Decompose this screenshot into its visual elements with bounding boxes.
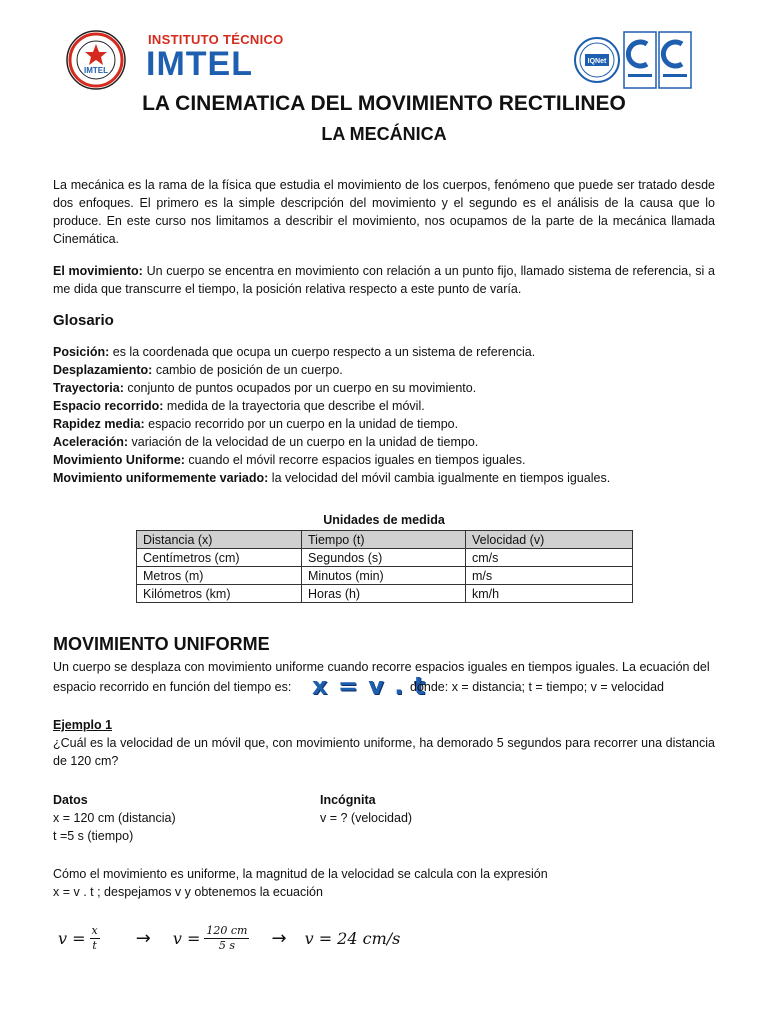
table-cell: Minutos (min) <box>302 567 466 585</box>
glossary-item <box>53 433 733 451</box>
glossary-term: Rapidez media: <box>53 417 145 431</box>
glossary-item <box>53 469 733 487</box>
glossary-item <box>53 361 733 379</box>
arrow-icon: → <box>135 927 151 949</box>
table-header-cell: Tiempo (t) <box>302 531 466 549</box>
certification-logos <box>573 30 693 90</box>
glossary-item <box>53 397 733 415</box>
glossary-term: Aceleración: <box>53 435 129 449</box>
example-question: ¿Cuál es la velocidad de un móvil que, con movimiento uniforme, ha demorado 5 segundos para recorrer una distancia de 120 cm? <box>53 736 715 768</box>
institute-seal-logo <box>66 30 126 90</box>
table-cell: Segundos (s) <box>302 549 466 567</box>
formula-v-eq: v = <box>58 928 86 948</box>
table-cell: m/s <box>466 567 633 585</box>
formula-numerator: 120 cm <box>206 923 248 937</box>
institution-name: IMTEL <box>146 45 253 83</box>
table-cell: km/h <box>466 585 633 603</box>
uniform-motion-line1: Un cuerpo se desplaza con movimiento uniforme cuando recorre espacios iguales en tiempos iguales. La ecuación del <box>53 660 710 674</box>
intro-paragraph: La mecánica es la rama de la física que estudia el movimiento de los cuerpos, fenómeno que puede ser tratado desde dos enfoques. El primero es la simple descripción del movimiento y el segundo es el análisis de la causa que lo produce. En este curso nos limitamos a describir el movimiento, nos ocupamos de la parte de la mecánica llamada Cinemática. <box>53 178 715 246</box>
glossary-def: es la coordenada que ocupa un cuerpo respecto a un sistema de referencia. <box>109 345 536 359</box>
table-cell: Kilómetros (km) <box>137 585 302 603</box>
institution-subtitle: INSTITUTO TÉCNICO <box>148 32 284 47</box>
glossary-item <box>53 451 733 469</box>
solution-line: x = v . t ; despejamos v y obtenemos la ecuación <box>53 885 323 899</box>
table-cell: Horas (h) <box>302 585 466 603</box>
page-subtitle: LA MECÁNICA <box>321 124 447 144</box>
table-cell: cm/s <box>466 549 633 567</box>
glossary-term: Movimiento Uniforme: <box>53 453 185 467</box>
example-heading: Ejemplo 1 <box>53 718 113 732</box>
formula-v-eq: v = <box>172 928 201 948</box>
arrow-icon: → <box>271 927 287 949</box>
glossary-def: cuando el móvil recorre espacios iguales en tiempos iguales. <box>184 453 526 467</box>
formula-row <box>58 918 400 958</box>
formula-numerator: x <box>91 923 98 937</box>
glossary-item <box>53 379 733 397</box>
table-header-cell: Distancia (x) <box>137 531 302 549</box>
glossary-term: Desplazamiento: <box>53 363 153 377</box>
glossary-list <box>53 343 733 487</box>
glossary-def: conjunto de puntos ocupados por un cuerpo en su movimiento. <box>123 381 477 395</box>
equation-image: x = v . t <box>312 672 427 700</box>
formula-fraction <box>90 924 100 953</box>
page-title: LA CINEMATICA DEL MOVIMIENTO RECTILINEO <box>142 92 626 115</box>
movement-definition: Un cuerpo se encentra en movimiento con relación a un punto fijo, llamado sistema de referencia, si a me dida que transcurre el tiempo, la posición relativa respecto a este punto de varía. <box>53 264 715 296</box>
formula-denominator: t <box>92 938 97 952</box>
table-cell: Centímetros (cm) <box>137 549 302 567</box>
seal-text: IMTEL <box>84 66 108 75</box>
uniform-motion-heading: MOVIMIENTO UNIFORME <box>53 634 270 654</box>
formula-denominator: 5 s <box>218 938 235 952</box>
units-table <box>136 530 633 603</box>
glossary-term: Movimiento uniformemente variado: <box>53 471 269 485</box>
units-table-caption: Unidades de medida <box>323 513 445 527</box>
movement-term: El movimiento: <box>53 264 143 278</box>
unknown-line: v = ? (velocidad) <box>320 811 413 825</box>
glossary-term: Espacio recorrido: <box>53 399 164 413</box>
movement-paragraph <box>53 262 715 298</box>
formula-fraction <box>204 924 249 953</box>
glossary-heading: Glosario <box>53 312 114 329</box>
uniform-motion-line2-prefix: espacio recorrido en función del tiempo es: <box>53 680 292 694</box>
glossary-def: la velocidad del móvil cambia igualmente en tiempos iguales. <box>268 471 611 485</box>
cert-text: IQNet <box>587 58 607 65</box>
data-line: x = 120 cm (distancia) <box>53 811 176 825</box>
glossary-def: espacio recorrido por un cuerpo en la unidad de tiempo. <box>144 417 459 431</box>
glossary-term: Trayectoria: <box>53 381 124 395</box>
table-header-row <box>137 531 633 549</box>
glossary-item <box>53 343 733 361</box>
table-cell: Metros (m) <box>137 567 302 585</box>
formula-result: v = 24 cm/s <box>304 928 401 948</box>
data-line: t =5 s (tiempo) <box>53 829 134 843</box>
solution-line: Cómo el movimiento es uniforme, la magnitud de la velocidad se calcula con la expresión <box>53 867 548 881</box>
table-row <box>137 549 633 567</box>
table-row <box>137 567 633 585</box>
glossary-def: variación de la velocidad de un cuerpo en la unidad de tiempo. <box>128 435 479 449</box>
uniform-motion-line2-suffix: dónde: x = distancia; t = tiempo; v = velocidad <box>410 680 664 694</box>
unknown-heading: Incógnita <box>320 793 376 807</box>
glossary-item <box>53 415 733 433</box>
table-row <box>137 585 633 603</box>
glossary-term: Posición: <box>53 345 110 359</box>
data-heading: Datos <box>53 793 88 807</box>
glossary-def: cambio de posición de un cuerpo. <box>152 363 343 377</box>
table-header-cell: Velocidad (v) <box>466 531 633 549</box>
glossary-def: medida de la trayectoria que describe el móvil. <box>163 399 425 413</box>
